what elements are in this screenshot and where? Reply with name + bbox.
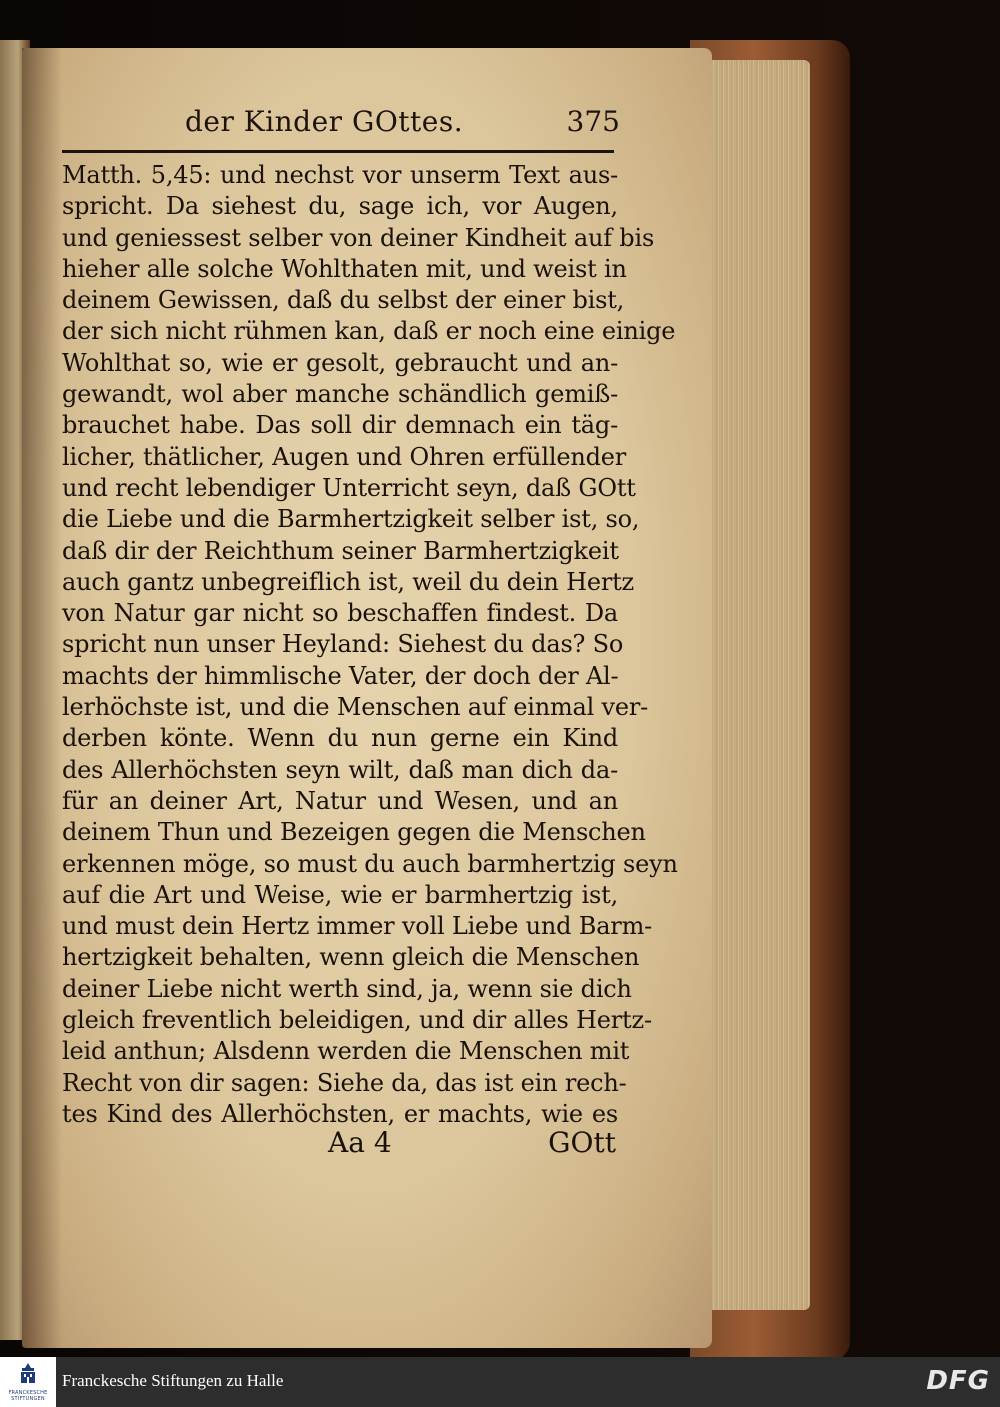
logo-text: FRANCKESCHE STIFTUNGEN xyxy=(8,1390,48,1402)
page-number: 375 xyxy=(566,105,620,138)
text-line: spricht nun unser Heyland: Siehest du das? So xyxy=(62,630,624,659)
catchword: GOtt xyxy=(548,1126,616,1159)
text-line: licher, thätlicher, Augen und Ohren erfüllender xyxy=(62,442,627,471)
text-line: für an deiner Art, Natur und Wesen, und an xyxy=(62,786,618,815)
header-rule xyxy=(62,150,614,153)
text-line: des Allerhöchsten seyn wilt, daß man dich da- xyxy=(62,755,618,784)
text-line: erkennen möge, so must du auch barmhertzig seyn xyxy=(62,849,678,878)
gutter-shadow xyxy=(22,48,62,1348)
text-line: und must dein Hertz immer voll Liebe und Barm- xyxy=(62,912,653,941)
text-line: gleich freventlich beleidigen, und dir alles Hertz- xyxy=(62,1006,652,1035)
text-line: spricht. Da siehest du, sage ich, vor Augen, xyxy=(62,192,618,221)
text-line: daß dir der Reichthum seiner Barmhertzigkeit xyxy=(62,536,619,565)
text-line: deiner Liebe nicht werth sind, ja, wenn sie dich xyxy=(62,974,632,1003)
text-line: auch gantz unbegreiflich ist, weil du dein Hertz xyxy=(62,567,634,596)
institution-logo[interactable] xyxy=(0,1357,56,1407)
text-line: von Natur gar nicht so beschaffen findest. Da xyxy=(62,599,618,628)
text-line: brauchet habe. Das soll dir demnach ein täg- xyxy=(62,411,618,440)
text-line: leid anthun; Alsdenn werden die Menschen mit xyxy=(62,1037,630,1066)
text-line: deinem Gewissen, daß du selbst der einer bist, xyxy=(62,286,625,315)
page-footer xyxy=(60,1126,616,1162)
text-line: Recht von dir sagen: Siehe da, das ist ein rech- xyxy=(62,1068,627,1097)
text-line: der sich nicht rühmen kan, daß er noch eine einige xyxy=(62,317,676,346)
text-line: gewandt, wol aber manche schändlich gemiß- xyxy=(62,380,618,409)
text-line: machts der himmlische Vater, der doch der Al- xyxy=(62,661,619,690)
text-line: Matth. 5,45: und nechst vor unserm Text aus- xyxy=(62,161,618,189)
page-edges xyxy=(700,60,810,1310)
franckesche-building-icon xyxy=(19,1363,37,1385)
text-line: die Liebe und die Barmhertzigkeit selber ist, so, xyxy=(62,505,640,534)
text-line: und recht lebendiger Unterricht seyn, daß GOtt xyxy=(62,473,636,502)
text-line: tes Kind des Allerhöchsten, er machts, wie es xyxy=(62,1099,618,1128)
running-head: der Kinder GOttes. xyxy=(185,105,464,138)
text-line: Wohlthat so, wie er gesolt, gebraucht und an- xyxy=(62,348,618,377)
dfg-logo[interactable]: DFG xyxy=(926,1366,990,1396)
text-line: hertzigkeit behalten, wenn gleich die Menschen xyxy=(62,943,640,972)
text-body xyxy=(62,160,678,1130)
text-line: lerhöchste ist, und die Menschen auf einmal ver- xyxy=(62,693,649,722)
text-line: derben könte. Wenn du nun gerne ein Kind xyxy=(62,724,618,753)
text-line: auf die Art und Weise, wie er barmhertzig ist, xyxy=(62,880,618,909)
page-header xyxy=(60,105,620,145)
text-line: hieher alle solche Wohlthaten mit, und weist in xyxy=(62,254,627,283)
signature-mark: Aa 4 xyxy=(328,1126,392,1159)
institution-name[interactable]: Franckesche Stiftungen zu Halle xyxy=(62,1371,284,1390)
footer-bar xyxy=(0,1357,1000,1407)
text-line: und geniessest selber von deiner Kindheit auf bis xyxy=(62,223,655,252)
text-line: deinem Thun und Bezeigen gegen die Menschen xyxy=(62,818,646,847)
